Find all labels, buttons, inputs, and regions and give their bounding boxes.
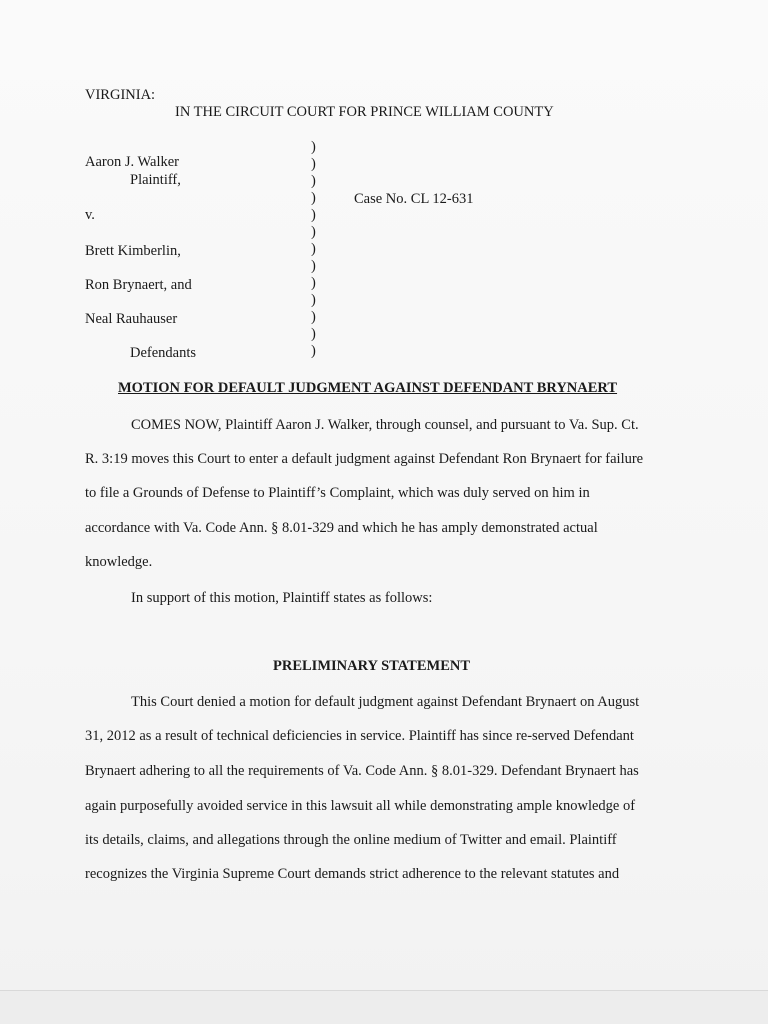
court-title: IN THE CIRCUIT COURT FOR PRINCE WILLIAM COUNTY [175,104,554,120]
preliminary-line: recognizes the Virginia Supreme Court demands strict adherence to the relevant statutes and [85,866,620,882]
caption-paren: ) [311,156,316,172]
defendants-role: Defendants [130,345,197,361]
caption-paren: ) [311,309,316,325]
defendant-brynaert: Ron Brynaert, and [85,277,192,293]
caption-paren: ) [311,139,316,155]
caption-paren: ) [311,275,316,291]
intro-line: knowledge. [85,554,153,570]
intro-line: COMES NOW, Plaintiff Aaron J. Walker, through counsel, and pursuant to Va. Sup. Ct. [131,417,639,433]
motion-title: MOTION FOR DEFAULT JUDGMENT AGAINST DEFENDANT BRYNAERT [118,380,618,396]
caption-paren: ) [311,326,316,342]
caption-paren: ) [311,207,316,223]
caption-paren: ) [311,343,316,359]
intro-line: R. 3:19 moves this Court to enter a default judgment against Defendant Ron Brynaert for failure [85,451,644,467]
caption-paren: ) [311,292,316,308]
caption-paren: ) [311,224,316,240]
scan-margin [0,991,768,1024]
caption-paren: ) [311,241,316,257]
caption-paren: ) [311,173,316,189]
preliminary-line: This Court denied a motion for default judgment against Defendant Brynaert on August [131,694,640,710]
caption-paren: ) [311,190,316,206]
defendant-kimberlin: Brett Kimberlin, [85,243,181,259]
preliminary-statement-heading: PRELIMINARY STATEMENT [273,658,471,674]
support-line: In support of this motion, Plaintiff states as follows: [131,590,433,606]
preliminary-line: 31, 2012 as a result of technical deficiencies in service. Plaintiff has since re-served Defendant [85,728,634,744]
caption-paren: ) [311,258,316,274]
case-number: Case No. CL 12-631 [354,191,474,207]
defendant-rauhauser: Neal Rauhauser [85,311,178,327]
plaintiff-name: Aaron J. Walker [85,154,179,170]
versus-label: v. [85,207,95,223]
preliminary-line: again purposefully avoided service in this lawsuit all while demonstrating ample knowledge of [85,798,636,814]
intro-line: accordance with Va. Code Ann. § 8.01-329 and which he has amply demonstrated actual [85,520,598,536]
preliminary-line: Brynaert adhering to all the requirements of Va. Code Ann. § 8.01-329. Defendant Brynaert has [85,763,639,779]
preliminary-line: its details, claims, and allegations through the online medium of Twitter and email. Plaintiff [85,832,617,848]
state-label: VIRGINIA: [85,87,156,103]
intro-line: to file a Grounds of Defense to Plaintiff’s Complaint, which was duly served on him in [85,485,590,501]
plaintiff-role: Plaintiff, [130,172,181,188]
